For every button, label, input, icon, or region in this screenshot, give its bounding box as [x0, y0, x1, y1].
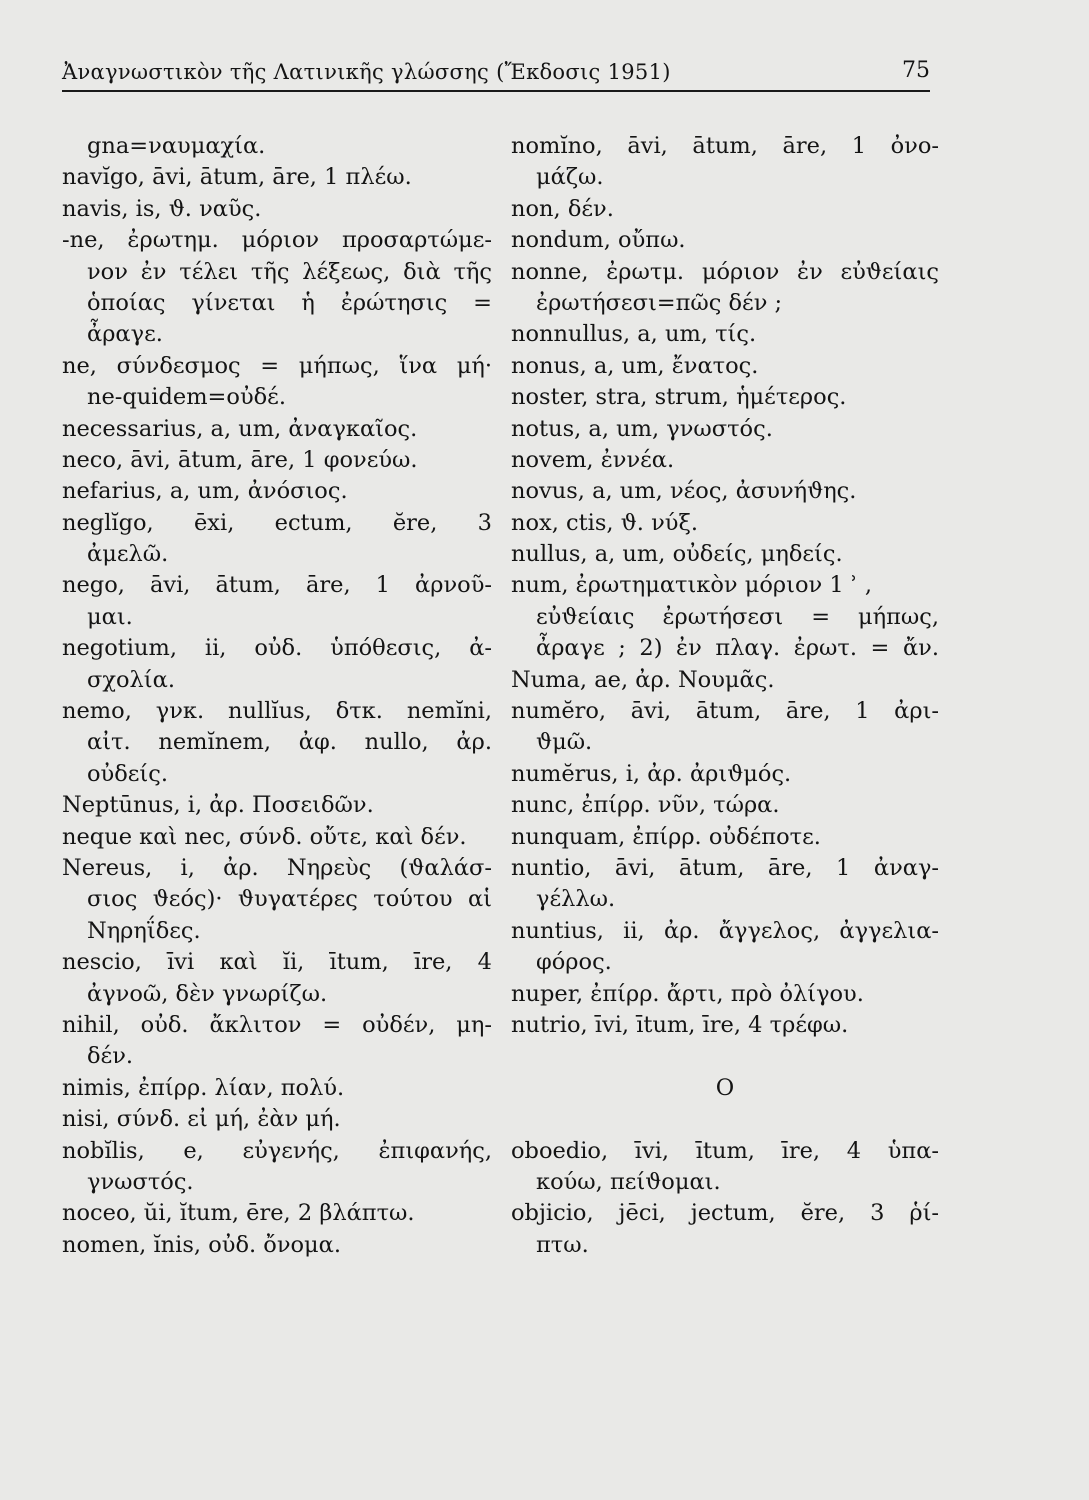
dictionary-line: nomĭno, āvi, ātum, āre, 1 ὀνο-	[511, 133, 939, 159]
dictionary-line: non, δέν.	[511, 195, 614, 222]
section-letter: O	[715, 1074, 735, 1101]
dictionary-line: numĕrus, i, ἀρ. ἀριϑμός.	[511, 760, 792, 787]
dictionary-line: ἀμελῶ.	[87, 541, 169, 568]
dictionary-line: navĭgo, āvi, ātum, āre, 1 πλέω.	[62, 164, 412, 191]
dictionary-line: ἆραγε.	[87, 321, 163, 348]
dictionary-line: nunquam, ἐπίρρ. οὐδέποτε.	[511, 823, 821, 850]
dictionary-line: μαι.	[87, 603, 133, 630]
dictionary-line: nonus, a, um, ἔνατος.	[511, 352, 759, 379]
dictionary-line: ϑμῶ.	[536, 729, 593, 756]
dictionary-line: nobĭlis, e, εὐγενής, ἐπιφανής,	[62, 1137, 492, 1164]
dictionary-line: nonne, ἐρωτμ. μόριον ἐν εὐϑείαις	[511, 258, 939, 285]
dictionary-line: Numa, ae, ἀρ. Νουμᾶς.	[511, 666, 775, 693]
dictionary-line: nimis, ἐπίρρ. λίαν, πολύ.	[62, 1074, 345, 1101]
dictionary-line: δέν.	[87, 1043, 134, 1070]
dictionary-line: navis, is, ϑ. ναῦς.	[62, 195, 262, 222]
dictionary-line: nuper, ἐπίρρ. ἄρτι, πρὸ ὀλίγου.	[511, 980, 864, 1007]
dictionary-line: μάζω.	[536, 164, 604, 191]
dictionary-line: nondum, οὔπω.	[511, 227, 686, 254]
dictionary-line: nihil, οὐδ. ἄκλιτον = οὐδέν, μη-	[62, 1011, 492, 1038]
blank-line	[511, 1104, 939, 1135]
dictionary-line: ἆραγε ; 2) ἐν πλαγ. ἐρωτ. = ἄν.	[536, 635, 939, 662]
dictionary-line: ἐρωτήσεσι=πῶς δέν ;	[536, 289, 783, 316]
dictionary-line: κούω, πείϑομαι.	[536, 1168, 721, 1195]
dictionary-line: σιος ϑεός)· ϑυγατέρες τούτου αἱ	[87, 886, 492, 913]
dictionary-line: nego, āvi, ātum, āre, 1 ἀρνοῦ-	[62, 572, 492, 599]
dictionary-line: -ne, ἐρωτημ. μόριον προσαρτώμε-	[62, 227, 492, 254]
dictionary-line: novus, a, um, νέος, ἀσυνήϑης.	[511, 478, 857, 505]
dictionary-line: nonnullus, a, um, τίς.	[511, 321, 757, 348]
dictionary-line: αἰτ. nemĭnem, ἀφ. nullo, ἀρ.	[87, 729, 492, 756]
dictionary-line: nunc, ἐπίρρ. νῦν, τώρα.	[511, 792, 780, 819]
dictionary-line: ὁποίας γίνεται ἡ ἐρώτησις =	[87, 289, 492, 316]
dictionary-line: objicio, jēci, jectum, ĕre, 3 ῥί-	[511, 1200, 939, 1227]
dictionary-line: novem, ἐννέα.	[511, 446, 675, 473]
dictionary-line: γνωστός.	[87, 1168, 194, 1195]
book-title: Ἀναγνωστικὸν τῆς Λατινικῆς γλώσσης (Ἔκδοσις 1951)	[62, 60, 671, 84]
left-column	[62, 131, 492, 1261]
dictionary-line: numĕro, āvi, ātum, āre, 1 ἀρι-	[511, 698, 939, 725]
dictionary-line: σχολία.	[87, 666, 175, 693]
dictionary-line: ne, σύνδεσμος = μήπως, ἵνα μή·	[62, 352, 492, 379]
dictionary-line: nemo, γνκ. nullĭus, δτκ. nemĭni,	[62, 698, 492, 725]
dictionary-line: εὐϑείαις ἐρωτήσεσι = μήπως,	[536, 603, 939, 630]
dictionary-line: oboedio, īvi, ītum, īre, 4 ὑπα-	[511, 1137, 939, 1164]
dictionary-line: φόρος.	[536, 949, 612, 976]
dictionary-line: nefarius, a, um, ἀνόσιος.	[62, 478, 348, 505]
dictionary-line: neglĭgo, ēxi, ectum, ĕre, 3	[62, 509, 492, 536]
dictionary-line: nutrio, īvi, ītum, īre, 4 τρέφω.	[511, 1011, 849, 1038]
dictionary-line: nuntio, āvi, ātum, āre, 1 ἀναγ-	[511, 854, 939, 881]
dictionary-line: γέλλω.	[536, 886, 616, 913]
dictionary-line: νον ἐν τέλει τῆς λέξεως, διὰ τῆς	[87, 258, 492, 285]
dictionary-line: gna=ναυμαχία.	[87, 133, 266, 159]
dictionary-line: Neptūnus, i, ἀρ. Ποσειδῶν.	[62, 792, 374, 819]
dictionary-line: notus, a, um, γνωστός.	[511, 415, 773, 442]
dictionary-line: num, ἐρωτηματικὸν μόριον 1 ʾ ,	[511, 572, 872, 599]
right-column	[511, 131, 939, 1261]
dictionary-line: necessarius, a, um, ἀναγκαῖος.	[62, 415, 418, 442]
dictionary-line: Nereus, i, ἀρ. Νηρεὺς (ϑαλάσ-	[62, 854, 492, 881]
dictionary-line: nomen, ĭnis, οὐδ. ὄνομα.	[62, 1231, 342, 1258]
dictionary-line: negotium, ii, οὐδ. ὑπόθεσις, ἀ-	[62, 635, 492, 662]
dictionary-line: neque καὶ nec, σύνδ. οὔτε, καὶ δέν.	[62, 823, 467, 850]
dictionary-line: noster, stra, strum, ἡμέτερος.	[511, 384, 847, 411]
dictionary-line: noceo, ŭi, ĭtum, ēre, 2 βλάπτω.	[62, 1200, 415, 1227]
dictionary-line: neco, āvi, ātum, āre, 1 φονεύω.	[62, 446, 418, 473]
dictionary-line: nisi, σύνδ. εἰ μή, ἐὰν μή.	[62, 1106, 341, 1133]
running-header	[62, 58, 930, 92]
dictionary-line: ne-quidem=οὐδέ.	[87, 384, 286, 411]
dictionary-line: ἀγνοῶ, δὲν γνωρίζω.	[87, 980, 328, 1007]
dictionary-line: nox, ctis, ϑ. νύξ.	[511, 509, 699, 536]
dictionary-line: οὐδείς.	[87, 760, 169, 787]
dictionary-line: πτω.	[536, 1231, 589, 1258]
dictionary-line: nescio, īvi καὶ ĭi, ītum, īre, 4	[62, 949, 492, 976]
dictionary-line: Νηρηΐδες.	[87, 917, 201, 944]
dictionary-line: nuntius, ii, ἀρ. ἄγγελος, ἀγγελια-	[511, 917, 939, 944]
blank-line	[511, 1041, 939, 1072]
page-number: 75	[902, 58, 930, 83]
dictionary-line: nullus, a, um, οὐδείς, μηδείς.	[511, 541, 843, 568]
